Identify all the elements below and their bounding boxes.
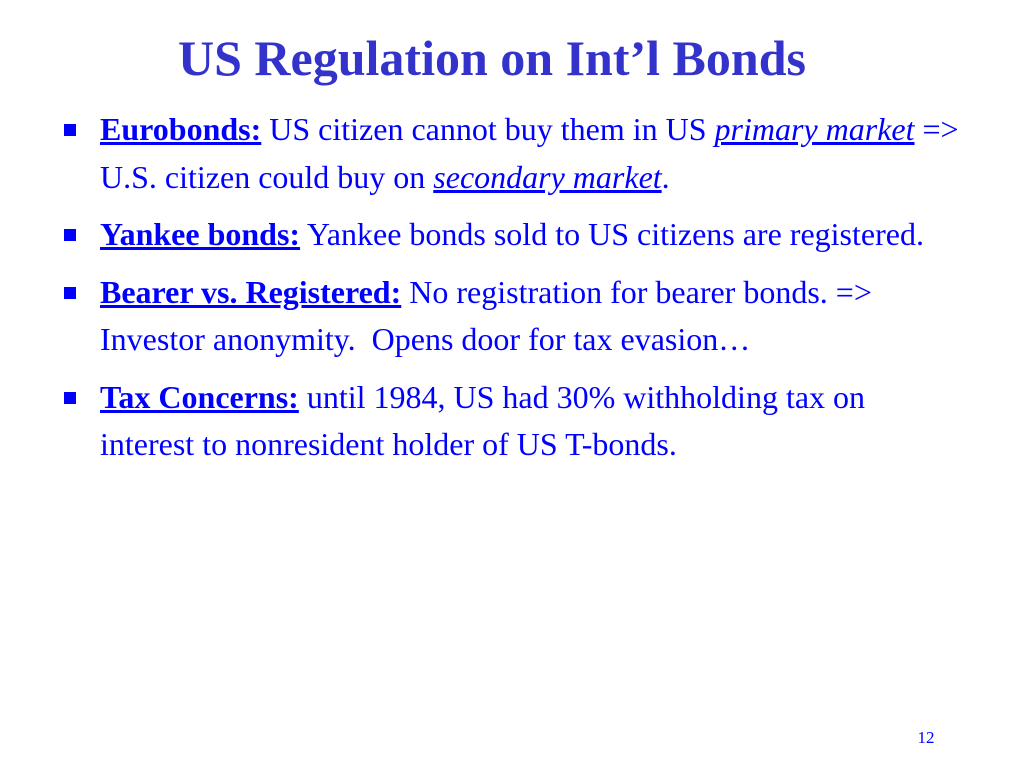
bullet-yankee-bonds bbox=[62, 211, 962, 259]
bullet-term: Bearer vs. Registered: bbox=[100, 273, 402, 310]
bullet-text: => U.S. citizen could buy on bbox=[100, 111, 959, 195]
square-bullet-icon bbox=[64, 287, 76, 299]
square-bullet-icon bbox=[64, 124, 76, 136]
bullet-term: Tax Concerns: bbox=[100, 378, 299, 415]
bullet-tax-concerns bbox=[62, 374, 962, 469]
bullet-text: . bbox=[661, 158, 670, 195]
bullet-text: until 1984, US had 30% withholding tax on interest to nonresident holder of US T-bonds. bbox=[100, 378, 866, 462]
bullet-term: Eurobonds: bbox=[100, 111, 262, 147]
primary-market-term: primary market bbox=[714, 111, 915, 147]
bullet-text: No registration for bearer bonds. => Investor anonymity. Opens door for tax evasion… bbox=[100, 273, 872, 357]
slide-title: US Regulation on Int’l Bonds bbox=[178, 30, 806, 86]
square-bullet-icon bbox=[64, 392, 76, 404]
secondary-market-term: secondary market bbox=[433, 158, 662, 195]
bullet-term: Yankee bonds: bbox=[100, 216, 301, 252]
bullet-eurobonds bbox=[62, 106, 962, 201]
bullet-list bbox=[62, 106, 962, 479]
page-number: 12 bbox=[917, 728, 935, 747]
bullet-text: Yankee bonds sold to US citizens are registered. bbox=[300, 216, 924, 252]
square-bullet-icon bbox=[64, 229, 76, 241]
bullet-text: US citizen cannot buy them in US bbox=[261, 111, 715, 147]
bullet-bearer-vs-registered bbox=[62, 269, 962, 364]
